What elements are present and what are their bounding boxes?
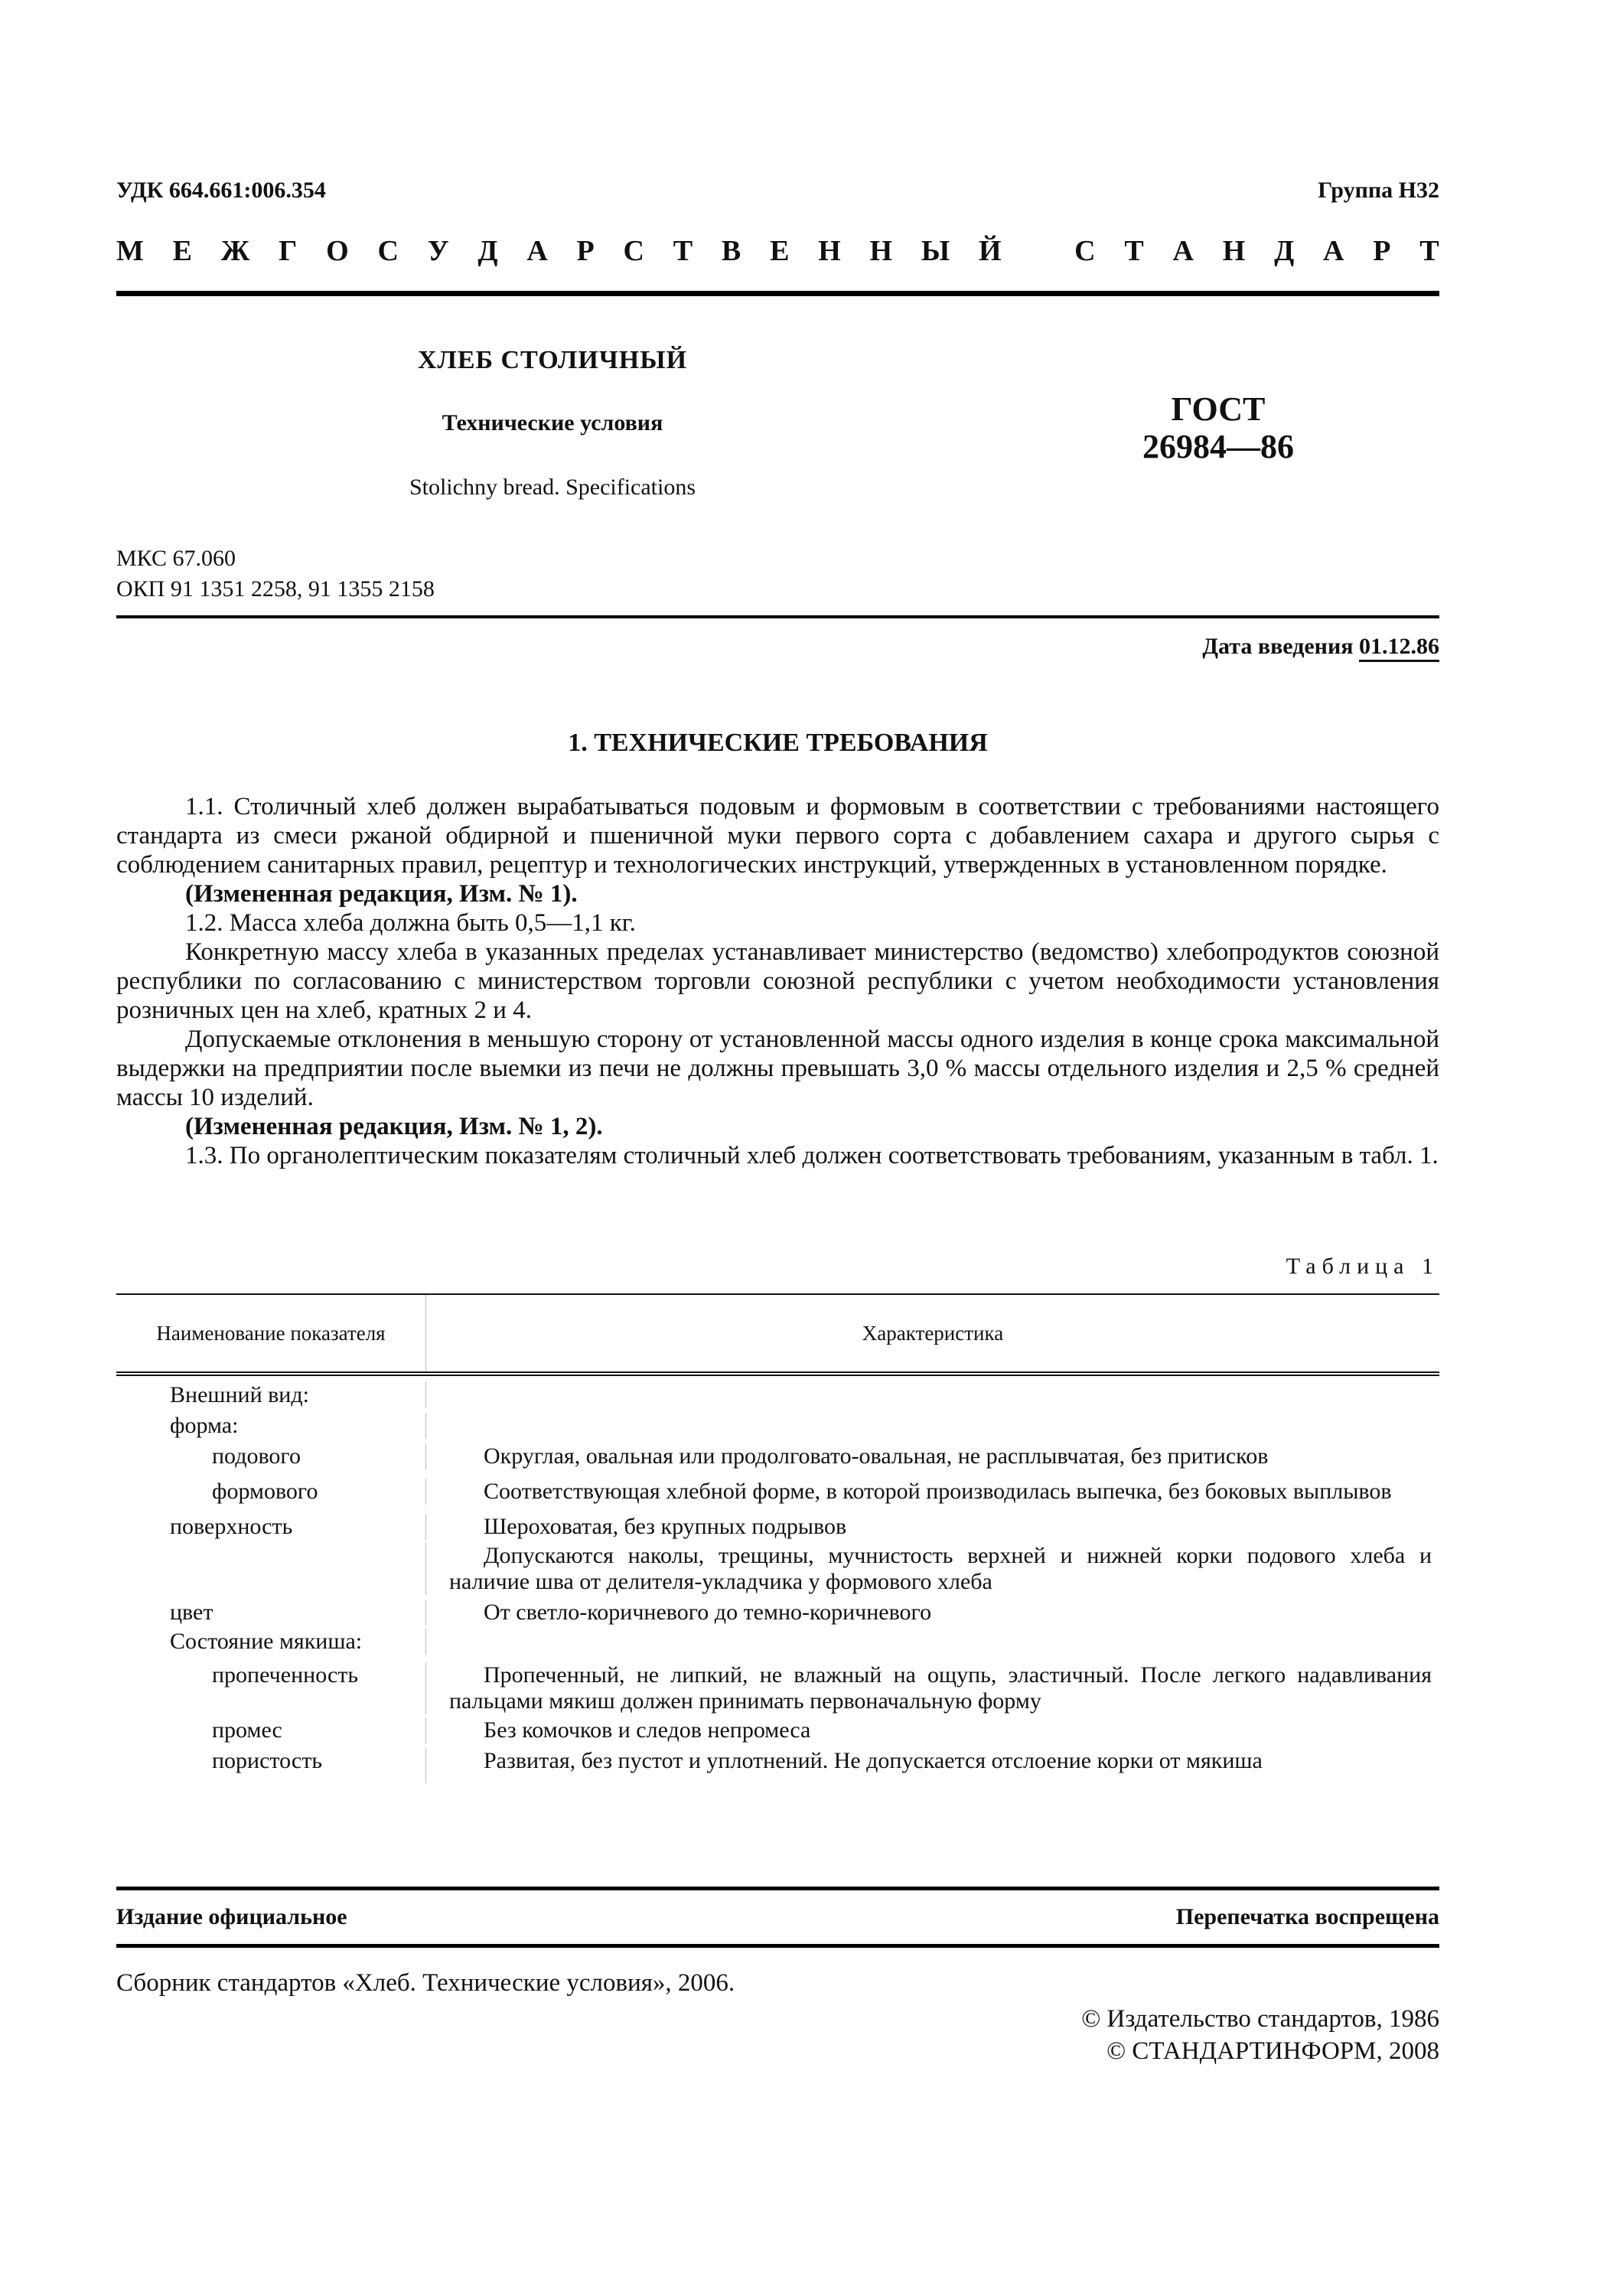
indicator-name (116, 1543, 426, 1595)
banner-letter: А (526, 235, 548, 267)
indicator-characteristic: Допускаются наколы, трещины, мучнистость верхней и нижней корки подового хлеба и наличие шва от делителя-укладчика у формового хлеба (449, 1543, 1432, 1594)
copyright-block (1081, 2003, 1439, 2067)
banner-letter: М (116, 235, 144, 267)
indicator-characteristic: Округлая, овальная или продолговато-овальная, не расплывчатая, без притисков (484, 1443, 1269, 1469)
table-row (116, 1595, 1439, 1626)
table-row (116, 1408, 1439, 1439)
table-caption: Таблица 1 (1286, 1254, 1439, 1279)
indicator-characteristic: Без комочков и следов непромеса (484, 1717, 811, 1743)
table-row (116, 1540, 1439, 1595)
gost-designation (1096, 390, 1341, 466)
banner-letter: Т (1124, 235, 1144, 267)
document-subtitle: Технические условия (442, 410, 663, 435)
indicator-characteristic: Шероховатая, без крупных подрывов (484, 1514, 847, 1539)
banner-letter: С (1074, 235, 1096, 267)
banner-gap (1030, 234, 1045, 268)
banner-letter: У (427, 235, 449, 267)
date-label: Дата введения (1202, 634, 1354, 659)
table-row (116, 1469, 1439, 1505)
group-code: Группа Н32 (1318, 178, 1439, 203)
header-meta (116, 178, 1439, 204)
banner-letter: Т (1419, 235, 1439, 267)
table-row (116, 1439, 1439, 1469)
indicator-name: форма: (116, 1413, 426, 1439)
gost-label: ГОСТ (1171, 390, 1266, 428)
banner-letter: С (377, 235, 399, 267)
table-bottom-padding (116, 1774, 1439, 1783)
indicator-characteristic: Соответствующая хлебной форме, в которой производилась выпечка, без боковых выплывов (484, 1479, 1392, 1504)
footer-divider-top (116, 1887, 1439, 1890)
document-title-english: Stolichny bread. Specifications (409, 475, 696, 500)
banner-letter: Р (576, 235, 595, 267)
indicator-characteristic: От светло-коричневого до темно-коричневого (484, 1600, 932, 1625)
indicator-name: подового (116, 1443, 426, 1469)
official-edition: Издание официальное (116, 1904, 347, 1929)
copyright-2008: © СТАНДАРТИНФОРМ, 2008 (1106, 2037, 1439, 2065)
column-header-name: Наименование показателя (116, 1295, 426, 1371)
banner-letter: Н (1222, 235, 1246, 267)
indicator-name: цвет (116, 1600, 426, 1626)
copyright-1986: © Издательство стандартов, 1986 (1081, 2005, 1439, 2033)
paragraph: 1.1. Столичный хлеб должен вырабатываться подовым и формовым в соответствии с требованиями настоящего стандарта из смеси ржаной обдирной и пшеничной муки первого сорта с добавлением сахара и другого сырья с соблюдением санитарных правил, рецептур и технологических инструкций, утвержденных в установленном порядке. (116, 793, 1439, 879)
banner-letter: Т (673, 235, 693, 267)
footer-divider-bottom (116, 1944, 1439, 1948)
banner-letter: С (623, 235, 644, 267)
table-row (116, 1626, 1439, 1655)
collection-note: Сборник стандартов «Хлеб. Технические условия», 2006. (116, 1969, 735, 1997)
udk-code: УДК 664.661:006.354 (116, 178, 326, 203)
indicator-name: Внешний вид: (116, 1382, 426, 1408)
document-title: ХЛЕБ СТОЛИЧНЫЙ (417, 346, 688, 374)
reprint-prohibited: Перепечатка воспрещена (1175, 1904, 1439, 1929)
banner-letter: Г (279, 235, 298, 267)
table-row (116, 1714, 1439, 1743)
header-divider (116, 291, 1439, 296)
paragraph: Допускаемые отклонения в меньшую сторону от установленной массы одного изделия в конце срока максимальной выдержки на предприятии после выемки из печи не должны превышать 3,0 % массы отдельного изделия и 2,5 % средней массы 10 изделий. (116, 1026, 1439, 1111)
indicator-name: Состояние мякиша: (116, 1629, 426, 1655)
section-title: 1. ТЕХНИЧЕСКИЕ ТРЕБОВАНИЯ (568, 729, 988, 757)
amendment-note: (Измененная редакция, Изм. № 1). (185, 880, 578, 908)
table-row (116, 1376, 1439, 1408)
indicator-characteristic: Пропеченный, не липкий, не влажный на ощупь, эластичный. После легкого надавливания пальцами мякиш должен принимать первоначальную форму (449, 1662, 1432, 1714)
banner-letter: Н (869, 235, 893, 267)
indicator-name: пропеченность (116, 1662, 426, 1714)
indicator-name: промес (116, 1717, 426, 1743)
table-row (116, 1655, 1439, 1714)
indicator-characteristic (426, 1382, 1439, 1408)
banner-letter: Ы (921, 235, 950, 267)
banner-letter: Е (172, 235, 193, 267)
gost-number: 26984—86 (1142, 428, 1294, 466)
column-header-characteristic: Характеристика (862, 1321, 1004, 1345)
indicator-name: пористость (116, 1748, 426, 1774)
indicator-characteristic (426, 1629, 1439, 1655)
date-value: 01.12.86 (1359, 634, 1439, 659)
table-header (116, 1295, 1439, 1371)
indicator-name: формового (116, 1479, 426, 1505)
table-row (116, 1505, 1439, 1540)
table-body (116, 1376, 1439, 1783)
standard-type-banner (116, 234, 1439, 268)
indicator-characteristic: Развитая, без пустот и уплотнений. Не допускается отслоение корки от мякиша (484, 1748, 1263, 1773)
paragraph: 1.2. Масса хлеба должна быть 0,5—1,1 кг. (185, 909, 636, 937)
classification-codes (116, 543, 435, 604)
introduction-date (1202, 634, 1439, 660)
okp-code: ОКП 91 1351 2258, 91 1355 2158 (116, 576, 435, 602)
banner-letter: О (326, 235, 349, 267)
banner-letter: Д (1274, 235, 1295, 267)
organoleptic-table (116, 1293, 1439, 1783)
banner-letter: Д (477, 235, 498, 267)
paragraph: Конкретную массу хлеба в указанных пределах устанавливает министерство (ведомство) хлебопродуктов союзной республики по согласованию с министерством торговли союзной республики с учетом необходимости установления розничных цен на хлеб, кратных 2 и 4. (116, 938, 1439, 1024)
banner-letter: В (721, 235, 741, 267)
amendment-note: (Измененная редакция, Изм. № 1, 2). (185, 1113, 603, 1140)
banner-letter: Р (1373, 235, 1391, 267)
title-block (346, 346, 759, 501)
official-notice (116, 1904, 1439, 1930)
banner-letter: Ж (220, 235, 250, 267)
section-body (116, 792, 1439, 1170)
banner-letter: Е (770, 235, 790, 267)
table-row (116, 1743, 1439, 1774)
paragraph: 1.3. По органолептическим показателям столичный хлеб должен соответствовать требованиям, указанным в табл. 1. (185, 1142, 1439, 1169)
mks-code: МКС 67.060 (116, 546, 236, 571)
indicator-name: поверхность (116, 1514, 426, 1540)
banner-letter: Й (979, 235, 1002, 267)
codes-divider (116, 615, 1439, 618)
indicator-characteristic (426, 1413, 1439, 1439)
banner-letter: А (1172, 235, 1194, 267)
banner-letter: А (1323, 235, 1344, 267)
banner-letter: Н (818, 235, 841, 267)
